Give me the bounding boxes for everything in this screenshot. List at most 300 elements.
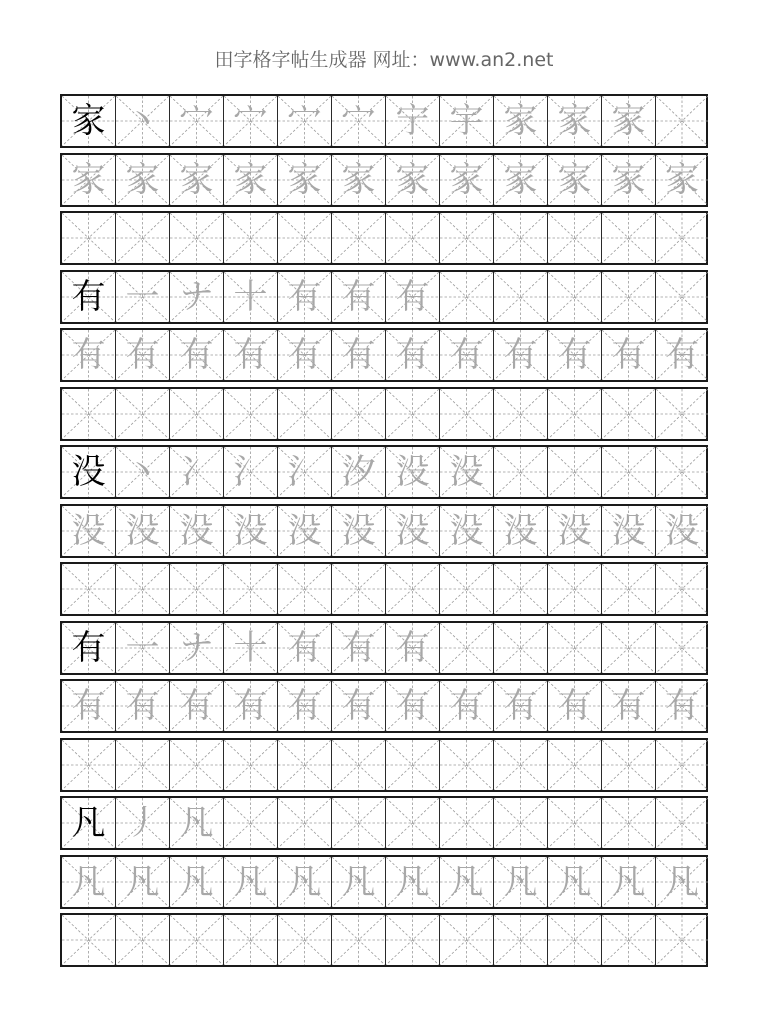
grid-guides bbox=[332, 389, 385, 439]
grid-guides bbox=[278, 740, 331, 790]
grid-cell bbox=[548, 623, 602, 673]
trace-character: 家 bbox=[503, 160, 538, 200]
grid-guides bbox=[602, 272, 655, 322]
trace-character: 没 bbox=[611, 511, 646, 551]
grid-cell bbox=[116, 272, 170, 322]
grid-cell bbox=[224, 857, 278, 907]
grid-cell bbox=[332, 915, 386, 965]
grid-guides bbox=[386, 798, 439, 848]
grid-cell bbox=[170, 564, 224, 614]
trace-character: 没 bbox=[233, 511, 268, 551]
grid-cell bbox=[602, 740, 656, 790]
grid-guides bbox=[386, 740, 439, 790]
grid-guides bbox=[116, 564, 169, 614]
grid-cell bbox=[494, 623, 548, 673]
trace-character: 有 bbox=[341, 686, 376, 726]
grid-cell bbox=[602, 330, 656, 380]
grid-guides bbox=[440, 213, 493, 263]
grid-cell bbox=[332, 798, 386, 848]
grid-cell bbox=[332, 155, 386, 205]
trace-character: 没 bbox=[503, 511, 538, 551]
grid-guides bbox=[440, 389, 493, 439]
grid-cell bbox=[386, 564, 440, 614]
trace-character: 凡 bbox=[449, 862, 484, 902]
grid-cell bbox=[494, 389, 548, 439]
model-character: 有 bbox=[71, 277, 106, 317]
trace-character: 凡 bbox=[179, 803, 214, 843]
grid-cell bbox=[386, 389, 440, 439]
grid-guides bbox=[548, 798, 601, 848]
trace-character: 没 bbox=[287, 511, 322, 551]
grid-cell bbox=[602, 389, 656, 439]
grid-guides bbox=[440, 564, 493, 614]
grid-cell bbox=[332, 213, 386, 263]
grid-guides bbox=[494, 623, 547, 673]
grid-guides bbox=[494, 564, 547, 614]
grid-cell bbox=[440, 857, 494, 907]
grid-cell bbox=[386, 96, 440, 146]
trace-character: 没 bbox=[449, 511, 484, 551]
grid-cell bbox=[548, 915, 602, 965]
grid-guides bbox=[116, 213, 169, 263]
grid-guides bbox=[602, 213, 655, 263]
grid-cell bbox=[440, 740, 494, 790]
grid-cell bbox=[386, 681, 440, 731]
grid-cell bbox=[440, 564, 494, 614]
trace-character: 丶 bbox=[125, 101, 160, 141]
model-character: 没 bbox=[71, 452, 106, 492]
grid-cell bbox=[332, 272, 386, 322]
grid-guides bbox=[386, 915, 439, 965]
grid-cell bbox=[332, 564, 386, 614]
grid-cell bbox=[170, 623, 224, 673]
trace-character: 家 bbox=[665, 160, 699, 200]
grid-row-stroke bbox=[60, 796, 708, 850]
grid-guides bbox=[332, 213, 385, 263]
grid-cell bbox=[278, 857, 332, 907]
grid-cell bbox=[656, 213, 708, 263]
trace-character: 凡 bbox=[665, 862, 699, 902]
grid-row-blank bbox=[60, 211, 708, 265]
grid-cell bbox=[62, 915, 116, 965]
grid-cell bbox=[278, 681, 332, 731]
grid-guides bbox=[656, 96, 708, 146]
grid-cell bbox=[386, 857, 440, 907]
trace-character: 有 bbox=[71, 335, 106, 375]
trace-character: 没 bbox=[395, 452, 430, 492]
grid-guides bbox=[656, 447, 708, 497]
grid-guides bbox=[548, 564, 601, 614]
grid-cell bbox=[224, 740, 278, 790]
trace-character: 家 bbox=[557, 160, 592, 200]
grid-cell bbox=[278, 447, 332, 497]
grid-guides bbox=[656, 915, 708, 965]
grid-cell bbox=[440, 272, 494, 322]
grid-cell bbox=[494, 506, 548, 556]
grid-cell bbox=[386, 915, 440, 965]
trace-character: 宁 bbox=[395, 101, 430, 141]
grid-cell bbox=[170, 96, 224, 146]
grid-guides bbox=[332, 564, 385, 614]
grid-guides bbox=[224, 564, 277, 614]
trace-character: 没 bbox=[665, 511, 699, 551]
grid-cell bbox=[602, 506, 656, 556]
trace-character: 宀 bbox=[341, 101, 376, 141]
grid-guides bbox=[494, 389, 547, 439]
trace-character: 家 bbox=[341, 160, 376, 200]
grid-cell bbox=[170, 389, 224, 439]
grid-cell bbox=[656, 389, 708, 439]
grid-cell bbox=[116, 155, 170, 205]
trace-character: 有 bbox=[233, 686, 268, 726]
grid-cell bbox=[602, 798, 656, 848]
grid-cell bbox=[170, 798, 224, 848]
page-title: 田字格字帖生成器 网址：www.an2.net bbox=[214, 49, 554, 71]
trace-character: 家 bbox=[71, 160, 106, 200]
grid-cell bbox=[116, 740, 170, 790]
grid-cell bbox=[332, 681, 386, 731]
grid-guides bbox=[278, 915, 331, 965]
trace-character: 凡 bbox=[557, 862, 592, 902]
trace-character: 家 bbox=[179, 160, 214, 200]
grid-cell bbox=[440, 623, 494, 673]
grid-cell bbox=[440, 447, 494, 497]
trace-character: 氵 bbox=[287, 452, 322, 492]
grid-cell bbox=[170, 272, 224, 322]
grid-row-stroke bbox=[60, 94, 708, 148]
grid-cell bbox=[494, 798, 548, 848]
grid-guides bbox=[494, 740, 547, 790]
grid-cell bbox=[494, 447, 548, 497]
grid-cell bbox=[440, 506, 494, 556]
trace-character: 有 bbox=[665, 335, 699, 375]
trace-character: 有 bbox=[503, 686, 538, 726]
grid-cell bbox=[332, 506, 386, 556]
trace-character: 有 bbox=[611, 335, 646, 375]
grid-cell bbox=[332, 740, 386, 790]
model-character: 家 bbox=[71, 101, 106, 141]
grid-cell bbox=[602, 447, 656, 497]
trace-character: 有 bbox=[503, 335, 538, 375]
grid-cell bbox=[278, 915, 332, 965]
grid-cell bbox=[386, 272, 440, 322]
grid-cell bbox=[602, 213, 656, 263]
model-character: 凡 bbox=[71, 803, 106, 843]
grid-guides bbox=[62, 213, 115, 263]
grid-cell bbox=[116, 564, 170, 614]
grid-cell bbox=[548, 857, 602, 907]
grid-cell bbox=[494, 564, 548, 614]
grid-guides bbox=[656, 389, 708, 439]
grid-cell bbox=[62, 564, 116, 614]
grid-guides bbox=[386, 213, 439, 263]
grid-guides bbox=[386, 564, 439, 614]
trace-character: 有 bbox=[665, 686, 699, 726]
trace-character: 家 bbox=[233, 160, 268, 200]
grid-cell bbox=[278, 798, 332, 848]
grid-guides bbox=[386, 389, 439, 439]
trace-character: 汐 bbox=[341, 452, 376, 492]
grid-cell bbox=[548, 330, 602, 380]
trace-character: 有 bbox=[125, 686, 160, 726]
grid-cell bbox=[170, 447, 224, 497]
trace-character: 凡 bbox=[233, 862, 268, 902]
grid-cell bbox=[116, 96, 170, 146]
grid-cell bbox=[602, 96, 656, 146]
grid-cell bbox=[170, 213, 224, 263]
grid-guides bbox=[656, 564, 708, 614]
grid-cell bbox=[224, 681, 278, 731]
grid-cell bbox=[332, 857, 386, 907]
grid-cell bbox=[170, 330, 224, 380]
grid-guides bbox=[548, 740, 601, 790]
trace-character: 有 bbox=[449, 686, 484, 726]
grid-guides bbox=[62, 564, 115, 614]
grid-cell bbox=[494, 740, 548, 790]
grid-cell bbox=[278, 623, 332, 673]
grid-cell bbox=[62, 155, 116, 205]
grid-guides bbox=[494, 798, 547, 848]
grid-cell bbox=[548, 740, 602, 790]
grid-cell bbox=[440, 389, 494, 439]
trace-character: 家 bbox=[611, 101, 646, 141]
grid-guides bbox=[440, 740, 493, 790]
grid-cell bbox=[548, 389, 602, 439]
grid-cell bbox=[224, 623, 278, 673]
trace-character: 有 bbox=[179, 335, 214, 375]
grid-cell bbox=[602, 155, 656, 205]
grid-cell bbox=[116, 857, 170, 907]
grid-guides bbox=[170, 915, 223, 965]
grid-cell bbox=[224, 330, 278, 380]
grid-row-blank bbox=[60, 738, 708, 792]
grid-cell bbox=[656, 564, 708, 614]
grid-cell bbox=[548, 272, 602, 322]
trace-character: 有 bbox=[71, 686, 106, 726]
grid-cell bbox=[62, 272, 116, 322]
grid-cell bbox=[440, 681, 494, 731]
trace-character: 冫 bbox=[179, 452, 214, 492]
grid-cell bbox=[494, 213, 548, 263]
trace-character: ナ bbox=[179, 277, 214, 317]
grid-cell bbox=[386, 798, 440, 848]
grid-cell bbox=[224, 798, 278, 848]
grid-cell bbox=[332, 330, 386, 380]
grid-row-blank bbox=[60, 562, 708, 616]
grid-guides bbox=[494, 213, 547, 263]
grid-guides bbox=[656, 213, 708, 263]
grid-guides bbox=[278, 213, 331, 263]
trace-character: 没 bbox=[449, 452, 484, 492]
model-character: 有 bbox=[71, 628, 106, 668]
grid-guides bbox=[224, 389, 277, 439]
trace-character: 十 bbox=[233, 628, 268, 668]
trace-character: 有 bbox=[395, 686, 430, 726]
grid-row-stroke bbox=[60, 621, 708, 675]
trace-character: 宇 bbox=[449, 101, 484, 141]
grid-cell bbox=[656, 681, 708, 731]
trace-character: 家 bbox=[503, 101, 538, 141]
grid-cell bbox=[602, 681, 656, 731]
grid-cell bbox=[224, 155, 278, 205]
grid-cell bbox=[494, 330, 548, 380]
trace-character: 氵 bbox=[233, 452, 268, 492]
grid-cell bbox=[656, 96, 708, 146]
grid-cell bbox=[62, 681, 116, 731]
grid-cell bbox=[62, 740, 116, 790]
grid-guides bbox=[332, 798, 385, 848]
grid-guides bbox=[224, 798, 277, 848]
trace-character: 凡 bbox=[179, 862, 214, 902]
grid-cell bbox=[116, 389, 170, 439]
grid-cell bbox=[224, 447, 278, 497]
grid-cell bbox=[494, 857, 548, 907]
trace-character: ナ bbox=[179, 628, 214, 668]
trace-character: 没 bbox=[341, 511, 376, 551]
grid-cell bbox=[602, 272, 656, 322]
grid-guides bbox=[602, 798, 655, 848]
grid-cell bbox=[440, 915, 494, 965]
grid-guides bbox=[602, 447, 655, 497]
grid-cell bbox=[602, 623, 656, 673]
trace-character: 凡 bbox=[503, 862, 538, 902]
grid-cell bbox=[170, 740, 224, 790]
trace-character: 家 bbox=[125, 160, 160, 200]
trace-character: 有 bbox=[125, 335, 160, 375]
grid-guides bbox=[494, 447, 547, 497]
grid-cell bbox=[494, 96, 548, 146]
grid-guides bbox=[440, 798, 493, 848]
grid-guides bbox=[62, 389, 115, 439]
grid-guides bbox=[602, 389, 655, 439]
trace-character: 有 bbox=[395, 335, 430, 375]
grid-cell bbox=[62, 447, 116, 497]
grid-guides bbox=[170, 564, 223, 614]
grid-cell bbox=[62, 213, 116, 263]
grid-cell bbox=[332, 96, 386, 146]
grid-guides bbox=[548, 915, 601, 965]
grid-cell bbox=[548, 681, 602, 731]
grid-cell bbox=[440, 213, 494, 263]
trace-character: 凡 bbox=[71, 862, 106, 902]
grid-cell bbox=[62, 389, 116, 439]
grid-guides bbox=[278, 564, 331, 614]
grid-guides bbox=[548, 389, 601, 439]
trace-character: 家 bbox=[611, 160, 646, 200]
grid-cell bbox=[386, 330, 440, 380]
grid-guides bbox=[332, 740, 385, 790]
trace-character: 宀 bbox=[179, 101, 214, 141]
grid-cell bbox=[656, 330, 708, 380]
grid-guides bbox=[170, 740, 223, 790]
grid-cell bbox=[548, 96, 602, 146]
grid-cell bbox=[170, 506, 224, 556]
grid-cell bbox=[548, 506, 602, 556]
grid-cell bbox=[224, 389, 278, 439]
grid-cell bbox=[656, 506, 708, 556]
trace-character: 有 bbox=[395, 628, 430, 668]
grid-cell bbox=[332, 447, 386, 497]
grid-guides bbox=[602, 564, 655, 614]
grid-cell bbox=[548, 564, 602, 614]
trace-character: 凡 bbox=[395, 862, 430, 902]
grid-cell bbox=[386, 506, 440, 556]
grid-guides bbox=[170, 213, 223, 263]
grid-guides bbox=[656, 623, 708, 673]
trace-character: 有 bbox=[557, 335, 592, 375]
trace-character: 有 bbox=[341, 277, 376, 317]
grid-cell bbox=[602, 857, 656, 907]
trace-character: 有 bbox=[179, 686, 214, 726]
grid-row-stroke bbox=[60, 445, 708, 499]
trace-character: 丿 bbox=[125, 803, 160, 843]
grid-cell bbox=[170, 681, 224, 731]
grid-guides bbox=[602, 740, 655, 790]
grid-cell bbox=[548, 155, 602, 205]
trace-character: 有 bbox=[395, 277, 430, 317]
grid-cell bbox=[656, 155, 708, 205]
trace-character: 有 bbox=[287, 335, 322, 375]
grid-cell bbox=[440, 155, 494, 205]
trace-character: 有 bbox=[233, 335, 268, 375]
grid-cell bbox=[494, 272, 548, 322]
grid-row-trace bbox=[60, 153, 708, 207]
trace-character: 有 bbox=[287, 628, 322, 668]
grid-guides bbox=[62, 915, 115, 965]
grid-cell bbox=[62, 506, 116, 556]
grid-guides bbox=[278, 389, 331, 439]
grid-cell bbox=[440, 96, 494, 146]
grid-guides bbox=[440, 623, 493, 673]
trace-character: 有 bbox=[611, 686, 646, 726]
grid-cell bbox=[656, 623, 708, 673]
grid-guides bbox=[224, 740, 277, 790]
grid-cell bbox=[656, 740, 708, 790]
grid-cell bbox=[440, 798, 494, 848]
trace-character: 十 bbox=[233, 277, 268, 317]
grid-guides bbox=[602, 623, 655, 673]
trace-character: 有 bbox=[287, 277, 322, 317]
grid-cell bbox=[224, 564, 278, 614]
grid-cell bbox=[440, 330, 494, 380]
trace-character: 家 bbox=[395, 160, 430, 200]
grid-cell bbox=[278, 740, 332, 790]
grid-cell bbox=[224, 96, 278, 146]
grid-cell bbox=[278, 96, 332, 146]
grid-cell bbox=[602, 915, 656, 965]
grid-cell bbox=[386, 740, 440, 790]
grid-cell bbox=[278, 330, 332, 380]
grid-guides bbox=[656, 798, 708, 848]
trace-character: 家 bbox=[557, 101, 592, 141]
grid-cell bbox=[386, 623, 440, 673]
grid-cell bbox=[494, 915, 548, 965]
grid-row-stroke bbox=[60, 270, 708, 324]
grid-guides bbox=[278, 798, 331, 848]
grid-cell bbox=[116, 681, 170, 731]
grid-cell bbox=[278, 564, 332, 614]
grid-guides bbox=[116, 740, 169, 790]
trace-character: 家 bbox=[287, 160, 322, 200]
grid-cell bbox=[62, 623, 116, 673]
grid-row-trace bbox=[60, 855, 708, 909]
grid-guides bbox=[548, 447, 601, 497]
grid-cell bbox=[278, 506, 332, 556]
grid-cell bbox=[386, 447, 440, 497]
trace-character: 没 bbox=[179, 511, 214, 551]
grid-guides bbox=[440, 272, 493, 322]
trace-character: 没 bbox=[395, 511, 430, 551]
